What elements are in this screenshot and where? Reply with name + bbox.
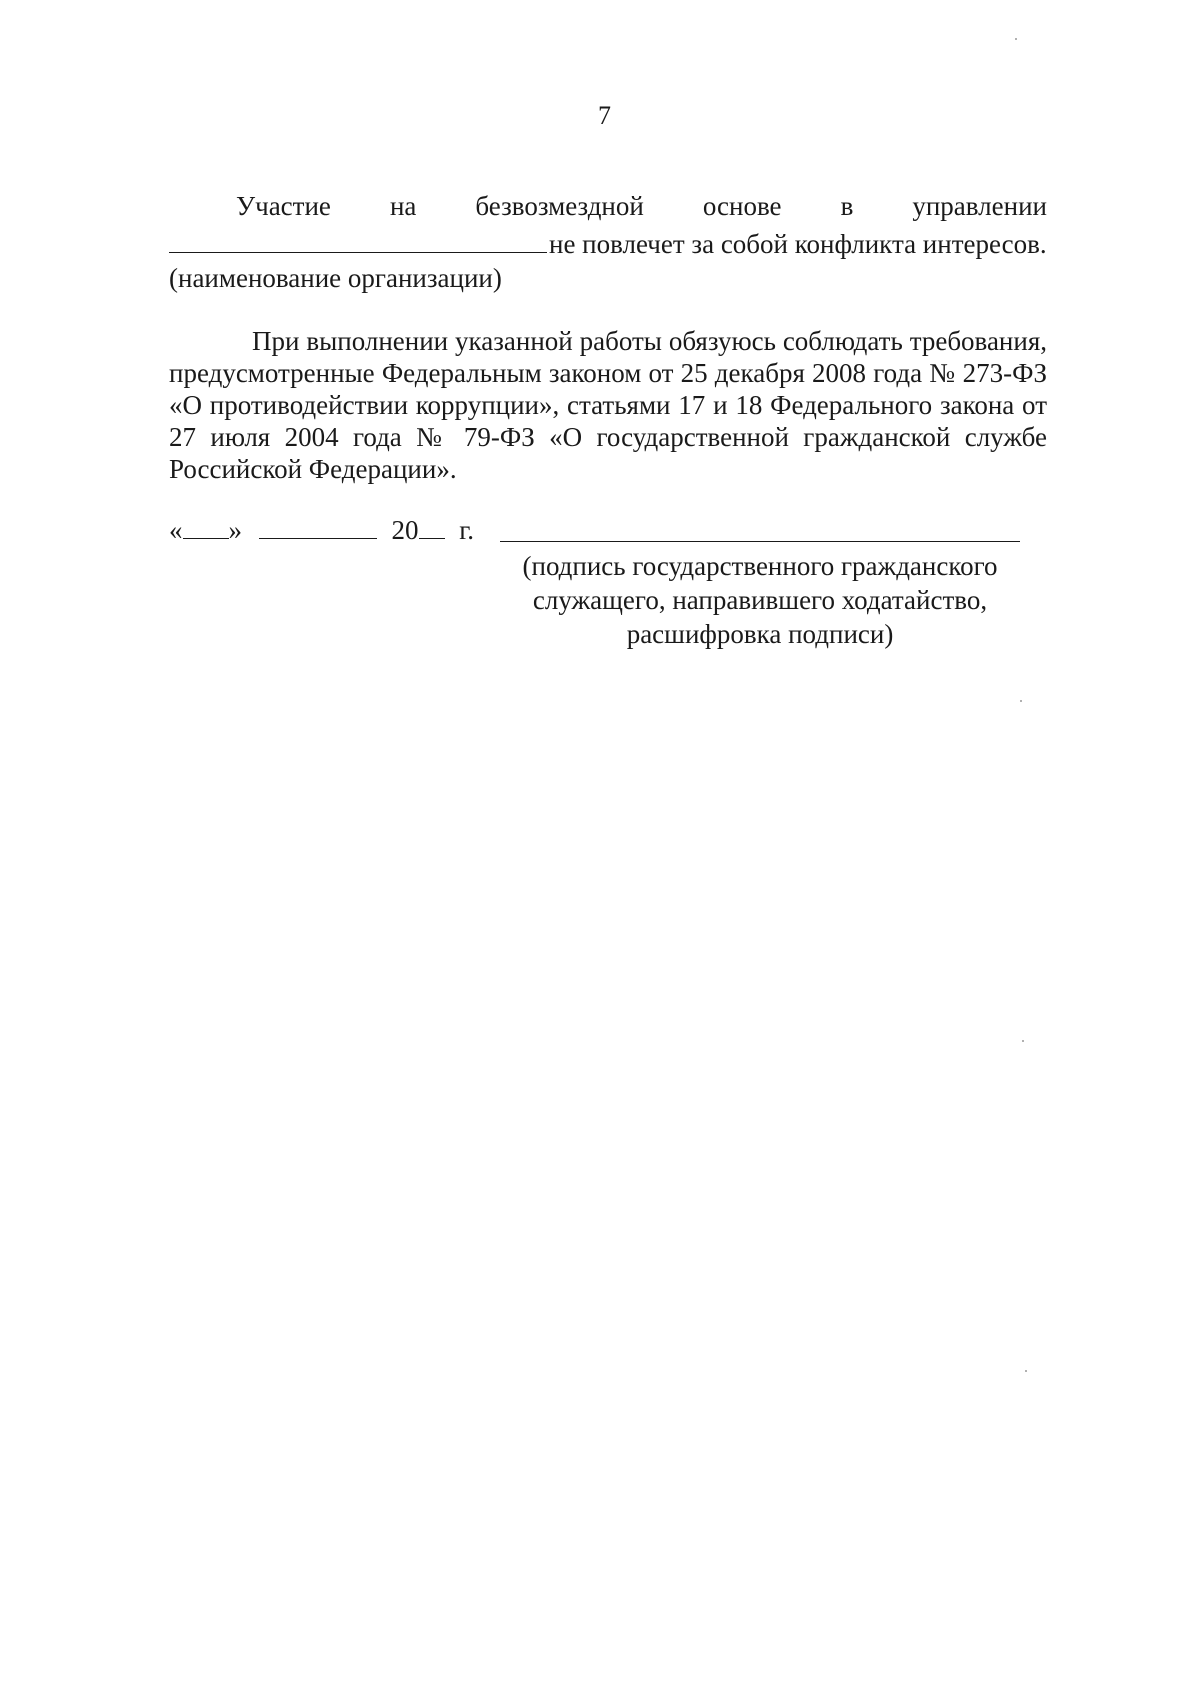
participation-line-2 [169, 228, 1047, 260]
word-2: на [389, 191, 417, 221]
organization-caption: (наименование организации) [169, 263, 502, 293]
organization-blank[interactable] [169, 230, 547, 253]
page-number: 7 [598, 101, 611, 130]
scan-speck [1015, 38, 1017, 40]
scan-speck [1022, 1040, 1024, 1042]
year-prefix: 20 [391, 515, 419, 545]
word-1: Участие [236, 191, 331, 221]
scan-speck [1020, 700, 1022, 702]
participation-continuation: не повлечет за собой конфликта интересов. [549, 229, 1047, 259]
word-5: в [840, 191, 854, 221]
signature-line[interactable] [500, 540, 1020, 542]
year-suffix: г. [459, 515, 475, 545]
signature-caption-3: расшифровка подписи) [626, 619, 894, 649]
open-quote: « [169, 515, 183, 545]
signature-caption-1: (подпись государственного гражданского [522, 551, 998, 581]
obligation-paragraph [169, 325, 1047, 485]
year-blank[interactable] [419, 516, 445, 539]
close-quote: » [228, 515, 242, 545]
word-3: безвозмездной [475, 191, 644, 221]
month-blank[interactable] [259, 516, 377, 539]
scan-speck [1025, 1370, 1027, 1372]
word-4: основе [702, 191, 782, 221]
word-6: управлении [912, 191, 1047, 221]
day-blank[interactable] [183, 516, 229, 539]
participation-line-1 [169, 190, 1047, 222]
obligation-text: При выполнении указанной работы обязуюсь соблюдать требования, предусмотренные Федеральным законом от 25 декабря 2008 года № 273-ФЗ «О противодействии коррупции», статьями 17 и 18 Федерального закона от 27 июля 2004 года № 79-ФЗ «О государственной гражданской службе Российской Федерации». [169, 326, 1047, 484]
date-line [169, 514, 474, 546]
signature-caption-2: служащего, направившего ходатайство, [532, 585, 988, 615]
